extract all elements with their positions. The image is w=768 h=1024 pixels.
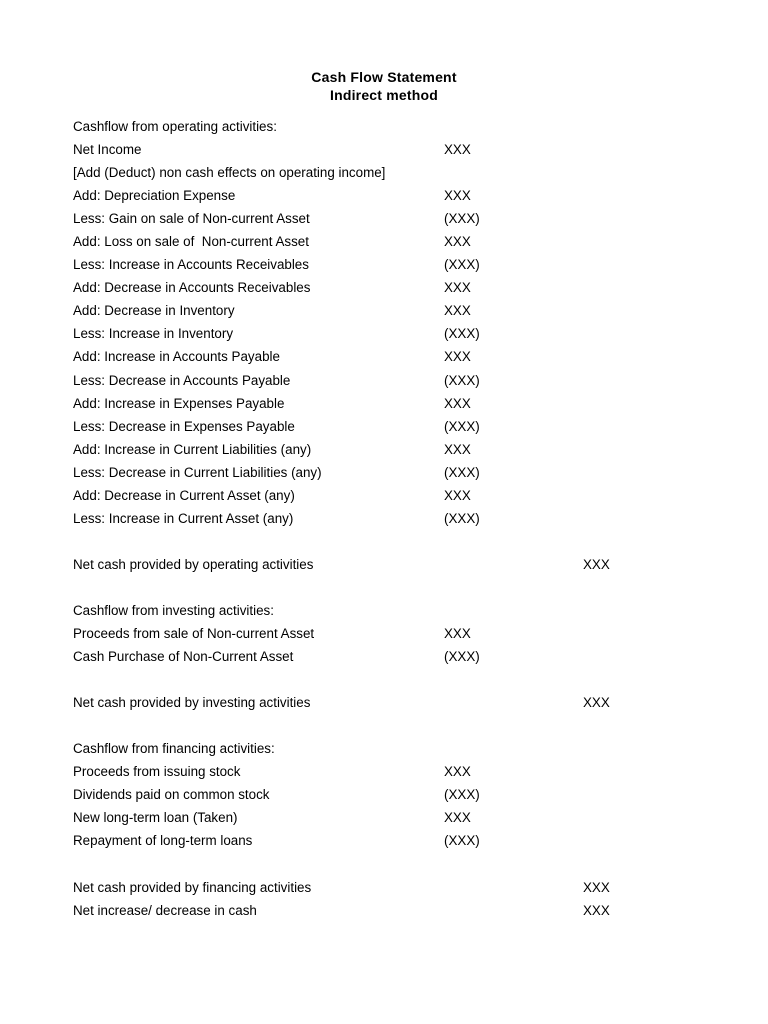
investing-total-row [0,693,768,716]
line-item-row [0,647,768,670]
line-item-amount: XXX [444,395,471,411]
line-item-label: Less: Gain on sale of Non-current Asset [73,211,310,227]
line-item-row [0,463,768,486]
line-item-row [0,785,768,808]
line-item-amount: (XXX) [444,257,480,273]
line-item-row [0,486,768,509]
line-item-label: Add: Depreciation Expense [73,188,236,204]
line-item-amount: XXX [444,626,471,642]
line-item-row [0,394,768,417]
line-item-amount: XXX [444,303,471,319]
spacer-row [0,855,768,878]
line-item-label: Add: Loss on sale of Non-current Asset [73,234,309,250]
line-item-label: Add: Decrease in Current Asset (any) [73,487,295,503]
section-total-amount: XXX [583,879,610,895]
investing-heading-row [0,601,768,624]
line-item-amount: XXX [444,142,471,158]
line-item-row [0,440,768,463]
section-heading: Cashflow from operating activities: [73,119,277,134]
line-item-label: Less: Increase in Inventory [73,326,234,342]
adjustments-heading-row [0,163,768,186]
line-item-row [0,417,768,440]
line-item-amount: (XXX) [444,326,480,342]
line-item-label: Dividends paid on common stock [73,787,270,803]
section-total-label: Net cash provided by financing activities [73,879,312,895]
line-item-amount: (XXX) [444,464,480,480]
line-item-row [0,209,768,232]
line-item-amount: (XXX) [444,510,480,526]
line-item-amount: XXX [444,764,471,780]
spacer-row [0,716,768,739]
spacer-row [0,578,768,601]
net-change-label: Net increase/ decrease in cash [73,902,257,918]
net-change-row [0,901,768,924]
line-item-row [0,808,768,831]
net-change-amount: XXX [583,902,610,918]
line-item-label: Proceeds from sale of Non-current Asset [73,626,315,642]
document-subtitle: Indirect method [329,87,438,103]
line-item-label: Add: Increase in Accounts Payable [73,349,280,365]
line-item-amount: XXX [444,188,471,204]
line-item-label: Cash Purchase of Non-Current Asset [73,649,294,665]
line-item-label: Less: Increase in Accounts Receivables [73,257,309,273]
line-item-amount: (XXX) [444,418,480,434]
line-item-label: Less: Decrease in Expenses Payable [73,418,295,434]
line-item-label: Add: Increase in Current Liabilities (any) [73,441,312,457]
line-item-amount: (XXX) [444,787,480,803]
line-item-row [0,255,768,278]
line-item-label: Add: Decrease in Accounts Receivables [73,280,311,296]
section-total-label: Net cash provided by investing activities [73,695,311,711]
line-item-amount: XXX [444,441,471,457]
line-item-row [0,278,768,301]
operating-total-row [0,555,768,578]
line-item-row [0,347,768,370]
financing-total-row [0,878,768,901]
net-income-row [0,140,768,163]
section-heading: Cashflow from financing activities: [73,741,275,757]
line-item-row [0,762,768,785]
line-item-amount: (XXX) [444,372,480,388]
line-item-row [0,324,768,347]
line-item-row [0,186,768,209]
document-title: Cash Flow Statement [311,69,457,85]
line-item-label: Net Income [73,142,142,158]
spacer-row [0,532,768,555]
line-item-amount: (XXX) [444,211,480,227]
adjustments-heading: [Add (Deduct) non cash effects on operating income] [73,165,386,181]
line-item-amount: XXX [444,810,471,826]
line-item-amount: XXX [444,349,471,365]
spacer-row [0,670,768,693]
line-item-amount: XXX [444,487,471,503]
line-item-row [0,301,768,324]
section-total-amount: XXX [583,556,610,572]
line-item-amount: XXX [444,280,471,296]
line-item-row [0,371,768,394]
line-item-label: New long-term loan (Taken) [73,810,238,826]
line-item-label: Repayment of long-term loans [73,833,253,849]
line-item-row [0,509,768,532]
line-item-row [0,831,768,854]
cash-flow-statement [0,117,768,924]
line-item-amount: (XXX) [444,833,480,849]
line-item-row [0,624,768,647]
financing-heading-row [0,739,768,762]
operating-heading-row [0,117,768,140]
line-item-label: Proceeds from issuing stock [73,764,241,780]
line-item-label: Less: Decrease in Current Liabilities (any) [73,464,322,480]
line-item-label: Less: Increase in Current Asset (any) [73,510,294,526]
section-heading: Cashflow from investing activities: [73,602,274,618]
line-item-label: Add: Decrease in Inventory [73,303,235,319]
section-total-label: Net cash provided by operating activities [73,556,314,572]
line-item-row [0,232,768,255]
section-total-amount: XXX [583,695,610,711]
line-item-amount: (XXX) [444,649,480,665]
line-item-label: Less: Decrease in Accounts Payable [73,372,291,388]
line-item-label: Add: Increase in Expenses Payable [73,395,285,411]
line-item-amount: XXX [444,234,471,250]
